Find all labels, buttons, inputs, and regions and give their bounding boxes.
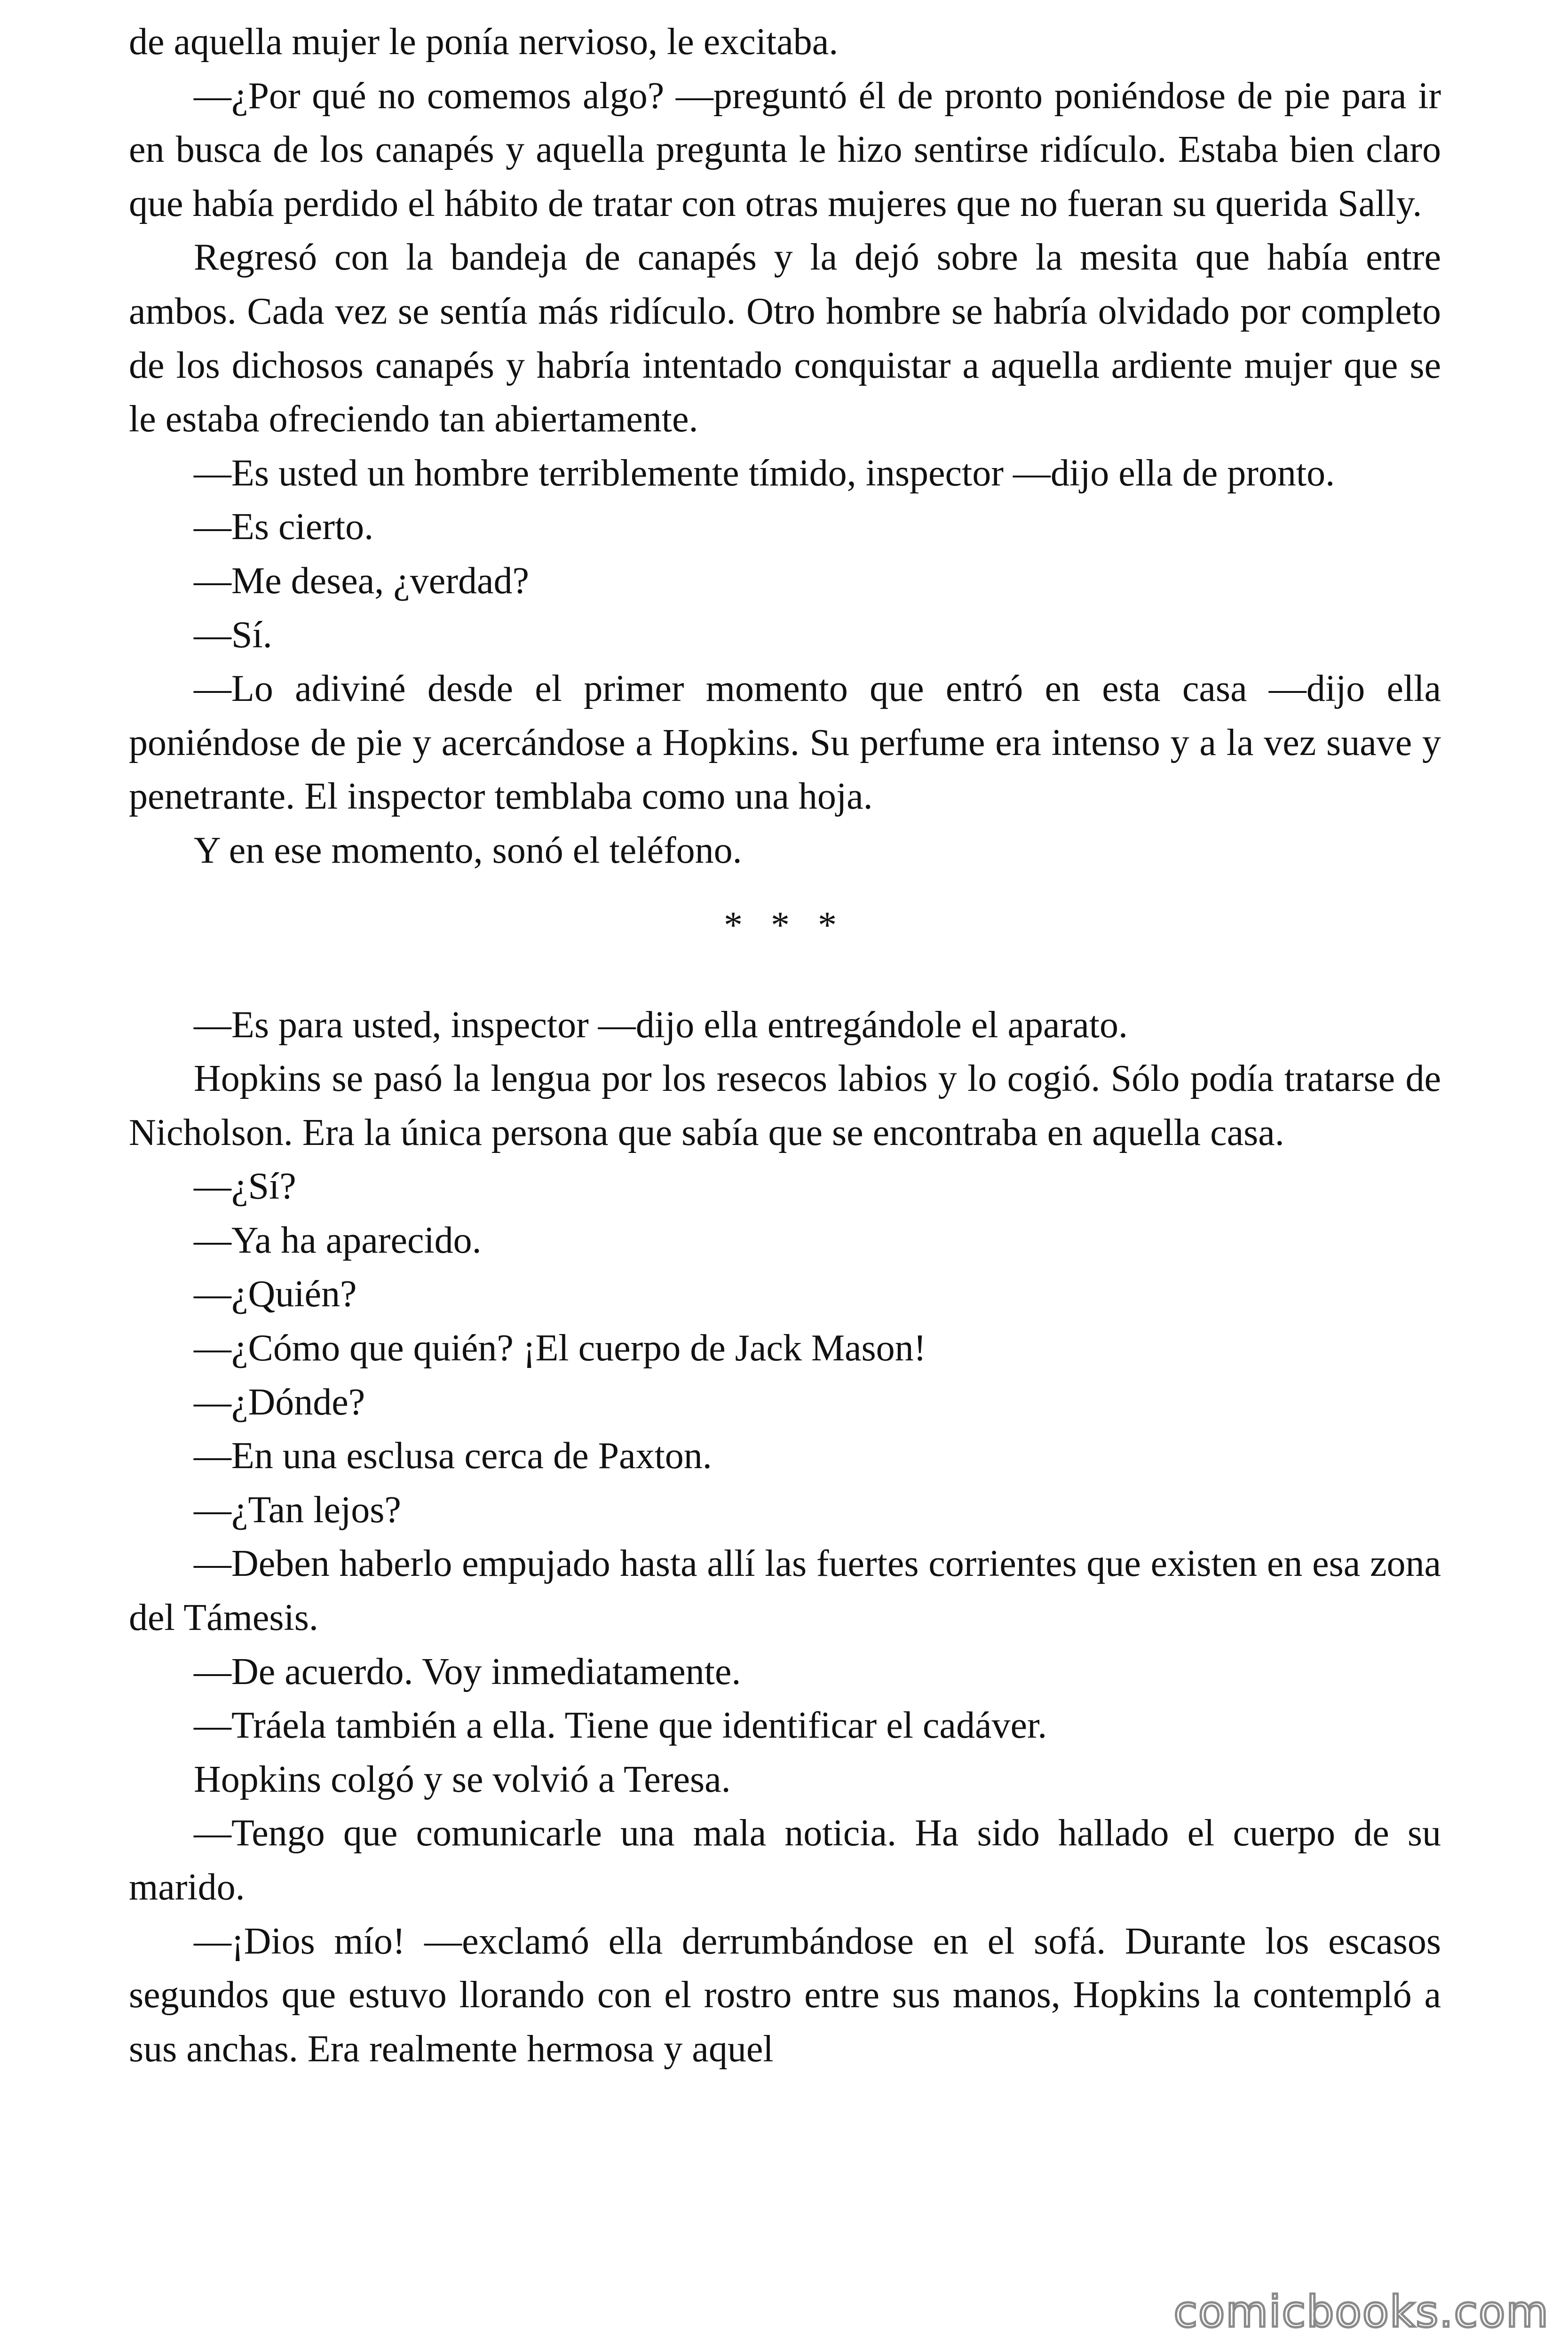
page-text (129, 15, 1441, 2076)
paragraph: de aquella mujer le ponía nervioso, le excitaba. (129, 21, 839, 63)
paragraph: Hopkins colgó y se volvió a Teresa. (194, 1758, 731, 1800)
paragraph: Hopkins se pasó la lengua por los resecos labios y lo cogió. Sólo podía tratarse de Nicholson. Era la única persona que sabía que se encontraba en aquella casa. (129, 1058, 1441, 1153)
paragraph: —Deben haberlo empujado hasta allí las fuertes corrientes que existen en esa zona del Támesis. (129, 1543, 1441, 1639)
paragraph: —Sí. (194, 614, 272, 656)
paragraph: —De acuerdo. Voy inmediatamente. (194, 1651, 741, 1692)
paragraph: —¿Sí? (194, 1166, 296, 1208)
paragraph: Y en ese momento, sonó el teléfono. (194, 829, 742, 871)
paragraph: —Es para usted, inspector —dijo ella entregándole el aparato. (194, 1004, 1128, 1046)
paragraph: —¿Tan lejos? (194, 1489, 401, 1531)
paragraph: —Lo adiviné desde el primer momento que entró en esta casa —dijo ella poniéndose de pie y acercándose a Hopkins. Su perfume era intenso y a la vez suave y penetrante. El inspector temblaba como una hoja. (129, 668, 1441, 818)
section-separator: * * * (724, 904, 846, 946)
paragraph: —¡Dios mío! —exclamó ella derrumbándose en el sofá. Durante los escasos segundos que estuvo llorando con el rostro entre sus manos, Hopkins la contempló a sus anchas. Era realmente hermosa y aquel (129, 1920, 1441, 2070)
paragraph: —En una esclusa cerca de Paxton. (194, 1435, 712, 1477)
paragraph: —¿Cómo que quién? ¡El cuerpo de Jack Mason! (194, 1327, 927, 1369)
paragraph: —Es cierto. (194, 506, 374, 548)
paragraph: —Tráela también a ella. Tiene que identificar el cadáver. (194, 1705, 1047, 1747)
paragraph: —Es usted un hombre terriblemente tímido, inspector —dijo ella de pronto. (194, 452, 1335, 494)
paragraph: —Me desea, ¿verdad? (194, 560, 529, 602)
paragraph: —¿Quién? (194, 1273, 357, 1315)
paragraph: —¿Dónde? (194, 1381, 365, 1423)
paragraph: —¿Por qué no comemos algo? —preguntó él de pronto poniéndose de pie para ir en busca de los canapés y aquella pregunta le hizo sentirse ridículo. Estaba bien claro que había perdido el hábito de tratar con otras mujeres que no fueran su querida Sally. (129, 75, 1441, 224)
paragraph: Regresó con la bandeja de canapés y la dejó sobre la mesita que había entre ambos. Cada vez se sentía más ridículo. Otro hombre se habría olvidado por completo de los dichosos canapés y habría intentado conquistar a aquella ardiente mujer que se le estaba ofreciendo tan abiertamente. (129, 237, 1441, 440)
paragraph: —Ya ha aparecido. (194, 1219, 482, 1261)
paragraph: —Tengo que comunicarle una mala noticia. Ha sido hallado el cuerpo de su marido. (129, 1812, 1441, 1908)
watermark: comicbooks.com (1173, 2287, 1549, 2337)
